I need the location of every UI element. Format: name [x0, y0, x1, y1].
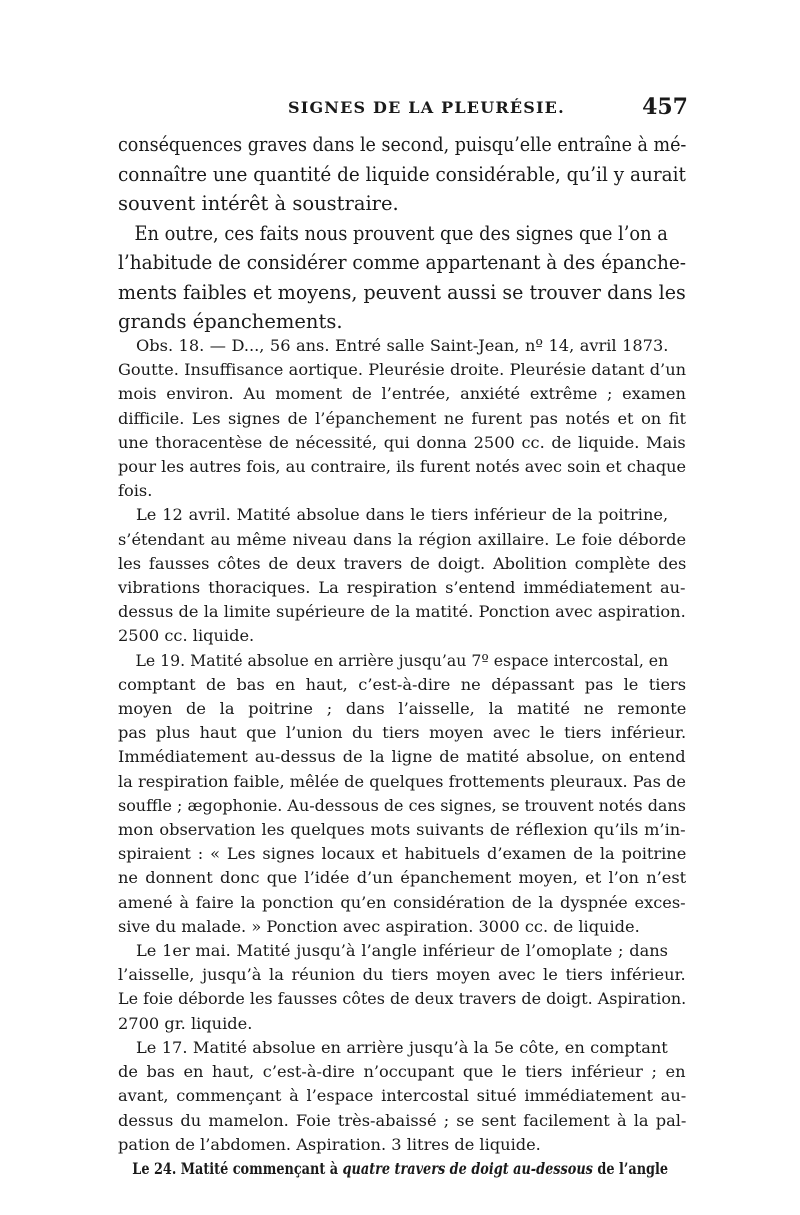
text-line: pas plus haut que l’union du tiers moyen avec le tiers inférieur.	[118, 723, 687, 743]
text-line: Le 1er mai. Matité jusqu’à l’angle inférieur de l’omoplate ; dans	[136, 941, 668, 961]
text-line: spiraient : « Les signes locaux et habituels d’examen de la poitrine	[118, 844, 687, 864]
text-line: une thoracentèse de nécessité, qui donna 2500 cc. de liquide. Mais	[118, 432, 686, 452]
entry-19	[118, 649, 686, 939]
text-line: amené à faire la ponction qu’en considération de la dyspnée exces-	[118, 892, 686, 912]
text-line: moyen de la poitrine ; dans l’aisselle, la matité ne remonte	[118, 699, 687, 719]
page-number: 457	[642, 94, 688, 120]
text-line: souvent intérêt à soustraire.	[118, 192, 399, 215]
text-line: comptant de bas en haut, c’est-à-dire ne dépassant pas le tiers	[118, 674, 687, 694]
text-line: ments faibles et moyens, peuvent aussi se trouver dans les	[118, 280, 686, 304]
text-line: mon observation les quelques mots suivants de réflexion qu’ils m’in-	[118, 820, 686, 840]
entry-12-avril	[118, 503, 686, 648]
running-head	[118, 94, 688, 124]
text-line: Le foie déborde les fausses côtes de deux travers de doigt. Aspiration.	[118, 989, 687, 1009]
text-line: de bas en haut, c’est-à-dire n’occupant que le tiers inférieur ; en	[118, 1062, 686, 1082]
text-line: sive du malade. » Ponction avec aspiration. 3000 cc. de liquide.	[118, 916, 640, 936]
text-line: pation de l’abdomen. Aspiration. 3 litres de liquide.	[118, 1134, 541, 1154]
running-title: SIGNES DE LA PLEURÉSIE.	[288, 98, 565, 117]
entry-24-start: Le 24. Matité commençant à	[132, 1158, 339, 1178]
text-line: dessus de la limite supérieure de la matité. Ponction avec aspiration.	[118, 602, 686, 622]
text-line: Obs. 18. — D..., 56 ans. Entré salle Saint-Jean, nº 14, avril 1873.	[136, 336, 669, 355]
paragraph-consequences	[118, 130, 686, 219]
text-line: dessus du mamelon. Foie très-abaissé ; se sent facilement à la pal-	[118, 1110, 687, 1130]
text-line: souffle ; ægophonie. Au-dessous de ces signes, se trouvent notés dans	[118, 795, 686, 815]
entry-24-italic: quatre travers de doigt au-dessous	[342, 1158, 593, 1178]
text-line: grands épanchements.	[118, 310, 343, 333]
text-line: s’étendant au même niveau dans la région axillaire. Le foie déborde	[118, 529, 687, 549]
obs-intro	[118, 334, 686, 503]
text-line: l’aisselle, jusqu’à la réunion du tiers moyen avec le tiers inférieur.	[118, 965, 686, 985]
entry-24-end: de l’angle	[597, 1158, 669, 1178]
text-line: Le 19. Matité absolue en arrière jusqu’au 7º espace intercostal, en	[135, 650, 669, 670]
text-line: fois.	[118, 481, 153, 501]
text-line: 2700 gr. liquide.	[118, 1013, 253, 1033]
text-line: connaître une quantité de liquide considérable, qu’il y aurait	[118, 162, 686, 186]
text-line: pour les autres fois, au contraire, ils furent notés avec soin et chaque	[118, 457, 687, 477]
text-line: Immédiatement au-dessus de la ligne de matité absolue, on entend	[118, 747, 686, 767]
text-line: Goutte. Insuffisance aortique. Pleurésie droite. Pleurésie datant d’un	[118, 360, 687, 380]
entry-1er-mai	[118, 939, 686, 1036]
observation-18	[118, 334, 686, 1181]
text-line: la respiration faible, mêlée de quelques frottements pleuraux. Pas de	[118, 771, 686, 791]
text-line: vibrations thoraciques. La respiration s’entend immédiatement au-	[118, 578, 686, 598]
text-line: avant, commençant à l’espace intercostal situé immédiatement au-	[118, 1086, 687, 1106]
text-line: Le 12 avril. Matité absolue dans le tiers inférieur de la poitrine,	[136, 505, 669, 525]
text-line: difficile. Les signes de l’épanchement ne furent pas notés et on fit	[118, 408, 687, 428]
text-line: conséquences graves dans le second, puisqu’elle entraîne à mé-	[118, 133, 687, 156]
text-line: Le 17. Matité absolue en arrière jusqu’à la 5e côte, en comptant	[136, 1037, 668, 1057]
text-line: l’habitude de considérer comme appartenant à des épanche-	[118, 251, 687, 274]
text-line: mois environ. Au moment de l’entrée, anxiété extrême ; examen	[118, 384, 686, 404]
text-line	[118, 1157, 669, 1181]
main-text	[118, 130, 686, 337]
text-line: ne donnent donc que l’idée d’un épanchement moyen, et l’on n’est	[118, 868, 687, 888]
text-line: 2500 cc. liquide.	[118, 626, 255, 646]
entry-24	[118, 1157, 686, 1181]
entry-17	[118, 1036, 686, 1157]
text-line: En outre, ces faits nous prouvent que des signes que l’on a	[134, 221, 668, 245]
text-line: les fausses côtes de deux travers de doigt. Abolition complète des	[118, 553, 687, 573]
paragraph-en-outre	[118, 219, 686, 337]
